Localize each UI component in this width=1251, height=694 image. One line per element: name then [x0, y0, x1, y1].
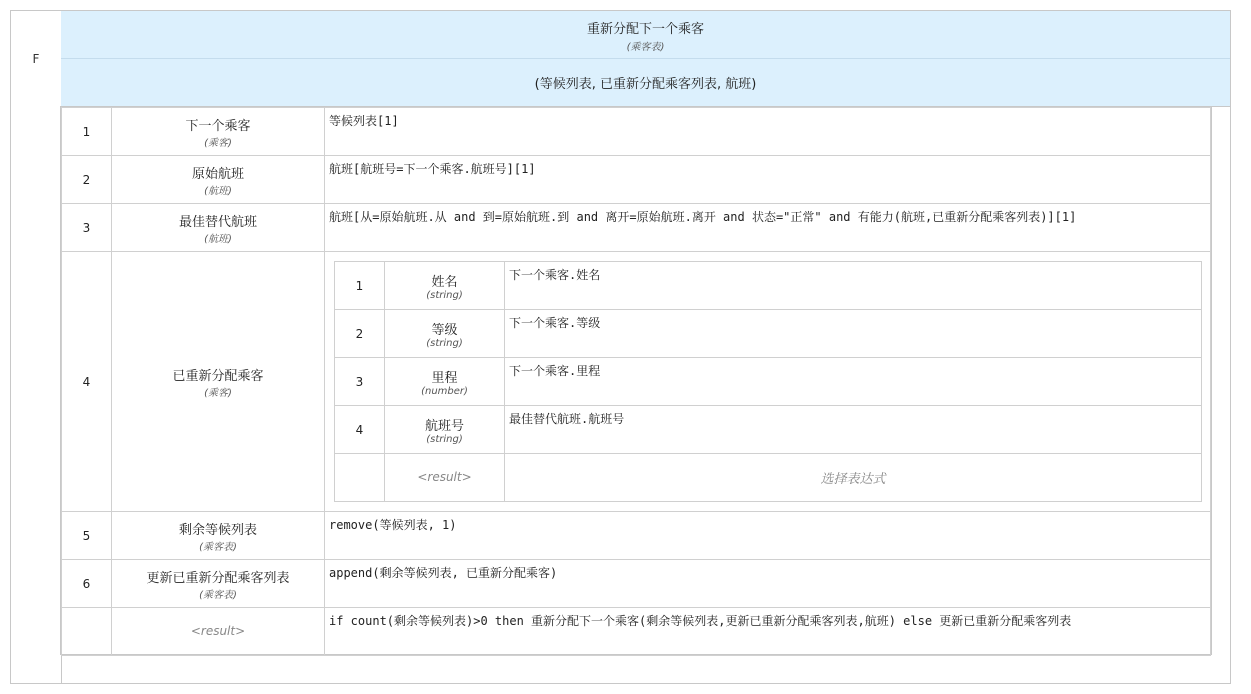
nested-row [335, 262, 1202, 310]
variable-name: 剩余等候列表 [178, 522, 257, 538]
variable-name: 已重新分配乘客 [172, 368, 264, 384]
row-number: 3 [62, 204, 112, 252]
nested-result-number [335, 454, 385, 502]
variable-type: (乘客) [204, 387, 232, 399]
variable-name: 最佳替代航班 [178, 214, 257, 230]
row-number: 2 [62, 156, 112, 204]
variable-name: 下一个乘客 [185, 118, 251, 134]
variable-type: (乘客) [204, 137, 232, 149]
nested-row-number: 1 [335, 262, 385, 310]
expression-cell[interactable]: remove(等候列表, 1) [325, 512, 1211, 560]
row-number: 5 [62, 512, 112, 560]
variable-name-cell[interactable] [112, 156, 325, 204]
variable-name-cell[interactable] [112, 252, 325, 512]
nested-name: 里程 [431, 370, 458, 386]
result-expression-cell[interactable]: if count(剩余等候列表)>0 then 重新分配下一个乘客(剩余等候列表,更新已重新分配乘客列表,航班) else 更新已重新分配乘客列表 [325, 608, 1211, 656]
nested-row-number: 4 [335, 406, 385, 454]
nested-context-cell [325, 252, 1211, 512]
context-row [62, 204, 1211, 252]
variable-type: (航班) [204, 185, 232, 197]
function-title: 重新分配下一个乘客 [586, 22, 704, 37]
function-header[interactable] [61, 11, 1230, 59]
variable-name: 原始航班 [191, 166, 244, 182]
variable-type: (乘客表) [199, 589, 237, 601]
select-expression-placeholder[interactable]: 选择表达式 [505, 454, 1202, 502]
expression-cell[interactable]: 等候列表[1] [325, 108, 1211, 156]
nested-name-cell[interactable] [385, 310, 505, 358]
nested-name: 等级 [431, 322, 458, 338]
nested-row-number: 3 [335, 358, 385, 406]
nested-expression-cell[interactable]: 下一个乘客.姓名 [505, 262, 1202, 310]
nested-result-label: <result> [417, 470, 472, 484]
result-number [62, 608, 112, 656]
variable-type: (航班) [204, 233, 232, 245]
variable-name-cell[interactable] [112, 204, 325, 252]
context-row [62, 252, 1211, 512]
nested-name: 航班号 [424, 418, 464, 434]
nested-row-number: 2 [335, 310, 385, 358]
function-parameters[interactable]: (等候列表, 已重新分配乘客列表, 航班) [61, 59, 1230, 107]
context-row [62, 108, 1211, 156]
nested-name-cell[interactable] [385, 406, 505, 454]
variable-type: (乘客表) [199, 541, 237, 553]
result-label-cell[interactable] [112, 608, 325, 656]
nested-expression-cell[interactable]: 下一个乘客.等级 [505, 310, 1202, 358]
nested-type: (string) [426, 433, 463, 445]
variable-name-cell[interactable] [112, 560, 325, 608]
context-row [62, 156, 1211, 204]
nested-name: 姓名 [431, 274, 458, 290]
nested-type: (string) [426, 337, 463, 349]
expression-cell[interactable]: 航班[从=原始航班.从 and 到=原始航班.到 and 离开=原始航班.离开 and 状态="正常" and 有能力(航班,已重新分配乘客列表)][1] [325, 204, 1211, 252]
nested-row [335, 406, 1202, 454]
nested-result-row [335, 454, 1202, 502]
nested-expression-cell[interactable]: 最佳替代航班.航班号 [505, 406, 1202, 454]
function-return-type: (乘客表) [626, 42, 665, 53]
nested-name-cell[interactable] [385, 358, 505, 406]
nested-type: (string) [426, 289, 463, 301]
context-row [62, 512, 1211, 560]
row-number: 1 [62, 108, 112, 156]
function-label: F [11, 11, 62, 107]
nested-context-table [334, 261, 1202, 502]
nested-name-cell[interactable] [385, 262, 505, 310]
nested-row [335, 310, 1202, 358]
nested-result-label-cell[interactable] [385, 454, 505, 502]
variable-name-cell[interactable] [112, 108, 325, 156]
expression-cell[interactable]: append(剩余等候列表, 已重新分配乘客) [325, 560, 1211, 608]
nested-row [335, 358, 1202, 406]
context-row [62, 560, 1211, 608]
row-number: 4 [62, 252, 112, 512]
nested-type: (number) [421, 385, 468, 397]
result-label: <result> [190, 624, 246, 638]
variable-name: 更新已重新分配乘客列表 [146, 570, 290, 586]
expression-cell[interactable]: 航班[航班号=下一个乘客.航班号][1] [325, 156, 1211, 204]
row-number: 6 [62, 560, 112, 608]
variable-name-cell[interactable] [112, 512, 325, 560]
function-label-column [11, 107, 62, 683]
result-row [62, 608, 1211, 656]
nested-expression-cell[interactable]: 下一个乘客.里程 [505, 358, 1202, 406]
context-table [60, 106, 1212, 655]
